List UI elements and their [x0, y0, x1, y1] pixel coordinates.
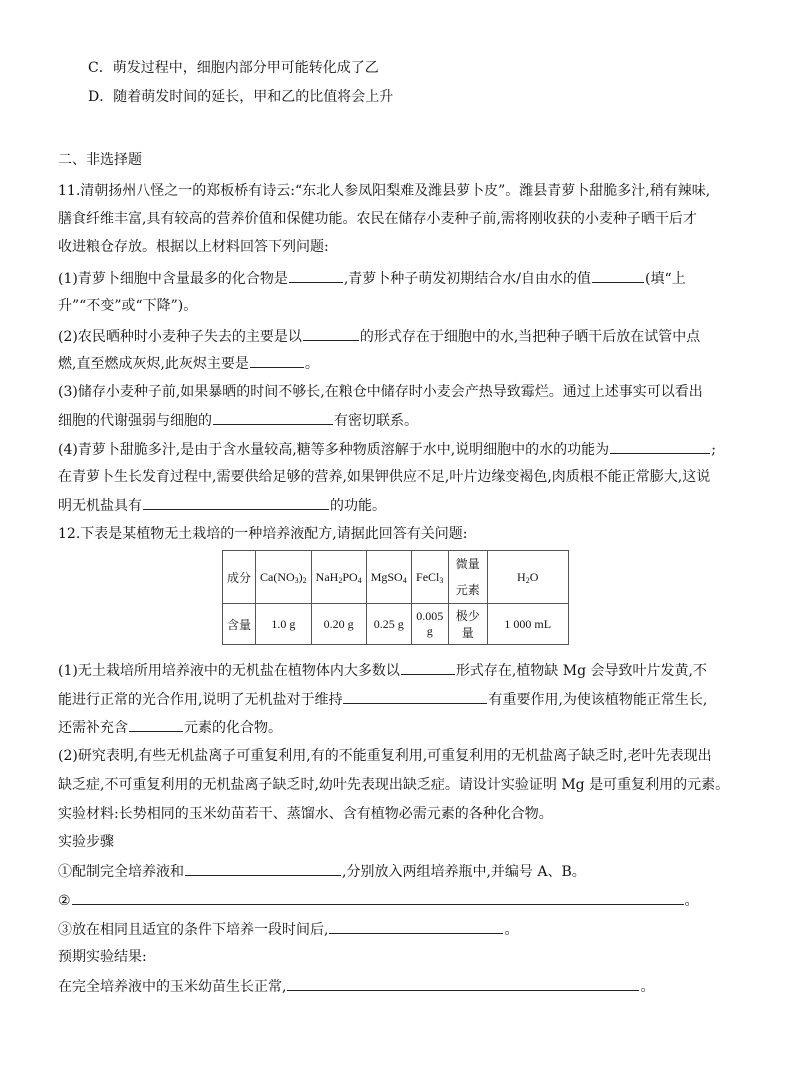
answer-blank[interactable]	[72, 890, 684, 905]
q12-part1-line-3	[58, 717, 282, 738]
table-cell: 含量	[223, 604, 256, 645]
table-header-cell: 微量 元素	[448, 551, 487, 604]
q12-part2-line-2: 缺乏症,不可重复利用的无机盐离子缺乏时,幼叶先表现出缺乏症。请设计实验证明 Mg 是可重复利用的元素。	[58, 777, 730, 793]
q11-part2-text-c: 燃,直至燃成灰烬,此灰烬主要是	[58, 356, 249, 372]
result-text-b: 。	[640, 979, 655, 995]
step-2-text-b: 。	[684, 893, 699, 909]
q12-part1-text-c: 能进行正常的光合作用,说明了无机盐对于维持	[58, 692, 343, 708]
q12-part2-line-3: 实验材料:长势相同的玉米幼苗若干、蒸馏水、含有植物必需元素的各种化合物。	[58, 806, 553, 822]
q12-part1-text-a: (1)无土栽培所用培养液中的无机盐在植物体内大多数以	[58, 663, 400, 679]
table-header-cell: $H_2O$	[487, 551, 568, 604]
table-cell: 1.0 g	[256, 604, 312, 645]
answer-blank[interactable]	[287, 976, 639, 991]
q12-part1-line-2	[58, 689, 707, 710]
q11-part4-line-2: 在青萝卜生长发育过程中,需要供给足够的营养,如果钾供应不足,叶片边缘变褐色,肉质根不能正常膨大,这说	[58, 469, 711, 485]
table-header-cell: FeCl$_3$	[411, 551, 448, 604]
q11-part1-text-b: ,青萝卜种子萌发初期结合水/自由水的值	[343, 271, 592, 287]
section-title: 二、非选择题	[58, 152, 142, 168]
q11-part3-line-2	[58, 410, 418, 431]
q12-part1-text-f: 元素的化合物。	[184, 720, 282, 736]
answer-blank[interactable]	[303, 326, 359, 341]
answer-blank[interactable]	[343, 689, 487, 704]
step-1-text-b: ,分别放入两组培养瓶中,并编号 A、B。	[342, 864, 586, 880]
q11-part1-text-a: (1)青萝卜细胞中含量最多的化合物是	[58, 271, 288, 287]
answer-blank[interactable]	[610, 439, 710, 454]
q12-part1-text-d: 有重要作用,为使该植物能正常生长,	[488, 692, 708, 708]
answer-blank[interactable]	[250, 353, 304, 368]
answer-blank[interactable]	[592, 268, 644, 283]
q11-stem-line-1: 11.清朝扬州八怪之一的郑板桥有诗云:“东北人参凤阳梨难及潍县萝卜皮”。潍县青萝卜甜脆多汁,稍有辣味,	[58, 183, 711, 199]
table-row	[223, 604, 569, 645]
answer-blank[interactable]	[143, 495, 329, 510]
step-3	[58, 919, 518, 940]
q11-stem-line-2: 膳食纤维丰富,具有较高的营养价值和保健功能。农民在储存小麦种子前,需将刚收获的小麦种子晒干后才	[58, 211, 697, 227]
table-header-cell: $NaH_2PO_4$	[311, 551, 366, 604]
q11-part2-line-2	[58, 353, 319, 374]
table-cell: 0.25 g	[366, 604, 411, 645]
q11-part3-line-1: (3)储存小麦种子前,如果暴晒的时间不够长,在粮仓中储存时小麦会产热导致霉烂。通过上述事实可以看出	[58, 384, 703, 400]
q11-part2-text-d: 。	[304, 356, 319, 372]
q11-part4-text-a: (4)青萝卜甜脆多汁,是由于含水量较高,糖等多种物质溶解于水中,说明细胞中的水的功能为	[58, 442, 610, 458]
answer-blank[interactable]	[185, 861, 341, 876]
answer-blank[interactable]	[329, 919, 503, 934]
step-2	[58, 890, 699, 911]
q11-part4-text-e: 的功能。	[330, 498, 386, 514]
q11-part4-text-b: ;	[711, 442, 716, 458]
result-text-a: 在完全培养液中的玉米幼苗生长正常,	[58, 979, 287, 995]
q11-part2-text-a: (2)农民晒种时小麦种子失去的主要是以	[58, 329, 302, 345]
q12-part2-line-1: (2)研究表明,有些无机盐离子可重复利用,有的不能重复利用,可重复利用的无机盐离子缺乏时,老叶先表现出	[58, 748, 712, 764]
step-3-text-a: ③放在相同且适宜的条件下培养一段时间后,	[58, 922, 329, 938]
step-3-text-b: 。	[504, 922, 519, 938]
table-row	[223, 551, 569, 604]
table-header-cell: MgSO$_4$	[366, 551, 411, 604]
q11-part4-text-d: 明无机盐具有	[58, 498, 142, 514]
q11-part1-line-2: 升”“不变”或“下降”)。	[58, 298, 198, 314]
step-1	[58, 861, 586, 882]
q11-part2-line-1	[58, 326, 700, 347]
step-2-text-a: ②	[58, 893, 71, 909]
q12-part1-line-1	[58, 660, 707, 681]
result-title: 预期实验结果:	[58, 949, 147, 965]
result-line	[58, 976, 654, 997]
table-cell: 0.005 g	[411, 604, 448, 645]
table-cell: 0.20 g	[311, 604, 366, 645]
table-header-cell: 成分	[223, 551, 256, 604]
option-c: C．萌发过程中，细胞内部分甲可能转化成了乙	[88, 60, 379, 76]
q11-part3-text-b: 细胞的代谢强弱与细胞的	[58, 413, 212, 429]
q11-part1-line-1	[58, 268, 686, 289]
table-cell: 极少量	[448, 604, 487, 645]
table-header-cell: $Ca(NO_3)_2$	[256, 551, 312, 604]
q11-part1-text-c: (填“上	[645, 271, 686, 287]
q11-part4-line-3	[58, 495, 386, 516]
nutrient-solution-table	[222, 550, 569, 645]
q11-stem-line-3: 收进粮仓存放。根据以上材料回答下列问题:	[58, 239, 329, 255]
q12-stem: 12.下表是某植物无土栽培的一种培养液配方,请据此回答有关问题:	[58, 526, 468, 542]
table-cell: 1 000 mL	[487, 604, 568, 645]
step-1-text-a: ①配制完全培养液和	[58, 864, 184, 880]
answer-blank[interactable]	[129, 717, 183, 732]
q11-part4-line-1	[58, 439, 716, 460]
answer-blank[interactable]	[401, 660, 455, 675]
answer-blank[interactable]	[213, 410, 333, 425]
steps-title: 实验步骤	[58, 834, 114, 850]
answer-blank[interactable]	[289, 268, 343, 283]
q11-part2-text-b: 的形式存在于细胞中的水,当把种子晒干后放在试管中点	[359, 329, 701, 345]
option-d: D．随着萌发时间的延长，甲和乙的比值将会上升	[88, 89, 394, 105]
q12-part1-text-e: 还需补充含	[58, 720, 128, 736]
q11-part3-text-c: 有密切联系。	[334, 413, 418, 429]
q12-part1-text-b: 形式存在,植物缺 Mg 会导致叶片发黄,不	[455, 663, 707, 679]
